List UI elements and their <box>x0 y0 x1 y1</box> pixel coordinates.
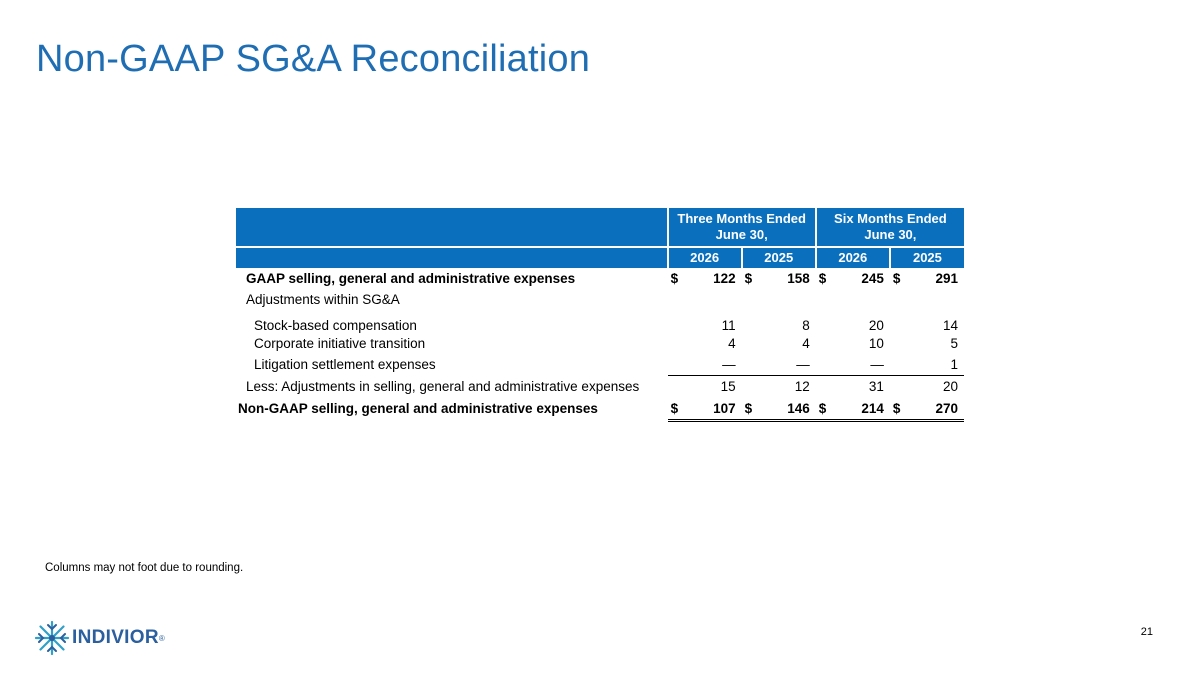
currency-symbol: $ <box>892 400 901 416</box>
table-header-row-groups <box>236 208 964 247</box>
page-title: Non-GAAP SG&A Reconciliation <box>36 38 591 80</box>
table-row-stock-comp <box>236 310 964 333</box>
table-row-gaap-sga <box>236 268 964 289</box>
table-cell <box>668 397 742 421</box>
header-blank-2 <box>236 247 668 268</box>
header-six-months <box>816 208 964 247</box>
header-six-months-line2: June 30, <box>864 227 917 242</box>
cell-value: 270 <box>935 400 958 416</box>
cell-value: 12 <box>742 376 816 398</box>
cell-value: 8 <box>802 318 810 333</box>
cell-value: 146 <box>787 400 810 416</box>
header-year: 2026 <box>816 247 890 268</box>
row-label: Less: Adjustments in selling, general and administrative expenses <box>246 378 640 394</box>
currency-symbol: $ <box>670 271 679 286</box>
table-row-litigation <box>236 354 964 376</box>
table-cell <box>742 268 816 289</box>
cell-value: 20 <box>868 318 884 333</box>
table-row-corporate-initiative <box>236 333 964 354</box>
cell-value: 15 <box>668 376 742 398</box>
currency-symbol: $ <box>744 400 753 416</box>
currency-symbol: $ <box>892 271 901 286</box>
cell-value: 291 <box>935 271 958 286</box>
cell-value: 11 <box>721 318 736 333</box>
cell-value: 122 <box>713 271 736 286</box>
header-year: 2026 <box>668 247 742 268</box>
logo-registered-mark: ® <box>158 633 165 643</box>
header-six-months-line1: Six Months Ended <box>834 211 947 226</box>
row-label: Adjustments within SG&A <box>246 292 400 307</box>
cell-value: — <box>796 357 810 372</box>
snowflake-logo-icon <box>34 620 70 656</box>
cell-value: 214 <box>861 400 884 416</box>
reconciliation-table <box>236 208 964 422</box>
cell-value: 14 <box>942 318 958 333</box>
table-header-row-years <box>236 247 964 268</box>
table-cell <box>816 397 890 421</box>
currency-symbol: $ <box>744 271 753 286</box>
logo-wordmark: INDIVIOR <box>72 627 159 648</box>
cell-value: 5 <box>950 336 958 351</box>
cell-value: 107 <box>713 400 736 416</box>
row-label: GAAP selling, general and administrative expenses <box>246 271 576 286</box>
row-label: Corporate initiative transition <box>254 336 426 351</box>
table-cell <box>890 268 964 289</box>
table-row-less-adjustments <box>236 376 964 398</box>
cell-value: 158 <box>787 271 810 286</box>
header-three-months <box>668 208 816 247</box>
company-logo <box>34 620 165 656</box>
table-cell <box>742 397 816 421</box>
row-label: Litigation settlement expenses <box>254 357 436 373</box>
page-number: 21 <box>1140 626 1153 638</box>
table-row-adjustments-heading <box>236 289 964 310</box>
cell-value: 20 <box>890 376 964 398</box>
table-cell <box>890 397 964 421</box>
table-cell <box>816 268 890 289</box>
cell-value: 245 <box>861 271 884 286</box>
currency-symbol: $ <box>670 400 679 416</box>
header-three-months-line2: June 30, <box>715 227 768 242</box>
header-blank <box>236 208 668 247</box>
header-year: 2025 <box>890 247 964 268</box>
row-label: Stock-based compensation <box>254 318 417 333</box>
footnote: Columns may not foot due to rounding. <box>45 562 244 574</box>
header-year: 2025 <box>742 247 816 268</box>
reconciliation-table-container <box>236 208 964 422</box>
cell-value: 1 <box>950 357 958 372</box>
table-cell <box>668 268 742 289</box>
header-three-months-line1: Three Months Ended <box>677 211 806 226</box>
cell-value: — <box>870 357 884 372</box>
table-row-non-gaap-sga <box>236 397 964 421</box>
cell-value: 4 <box>728 336 736 351</box>
currency-symbol: $ <box>818 400 827 416</box>
cell-value: 31 <box>816 376 890 398</box>
cell-value: — <box>722 357 736 372</box>
cell-value: 4 <box>802 336 810 351</box>
cell-value: 10 <box>868 336 884 351</box>
row-label: Non-GAAP selling, general and administrative expenses <box>238 401 598 417</box>
currency-symbol: $ <box>818 271 827 286</box>
